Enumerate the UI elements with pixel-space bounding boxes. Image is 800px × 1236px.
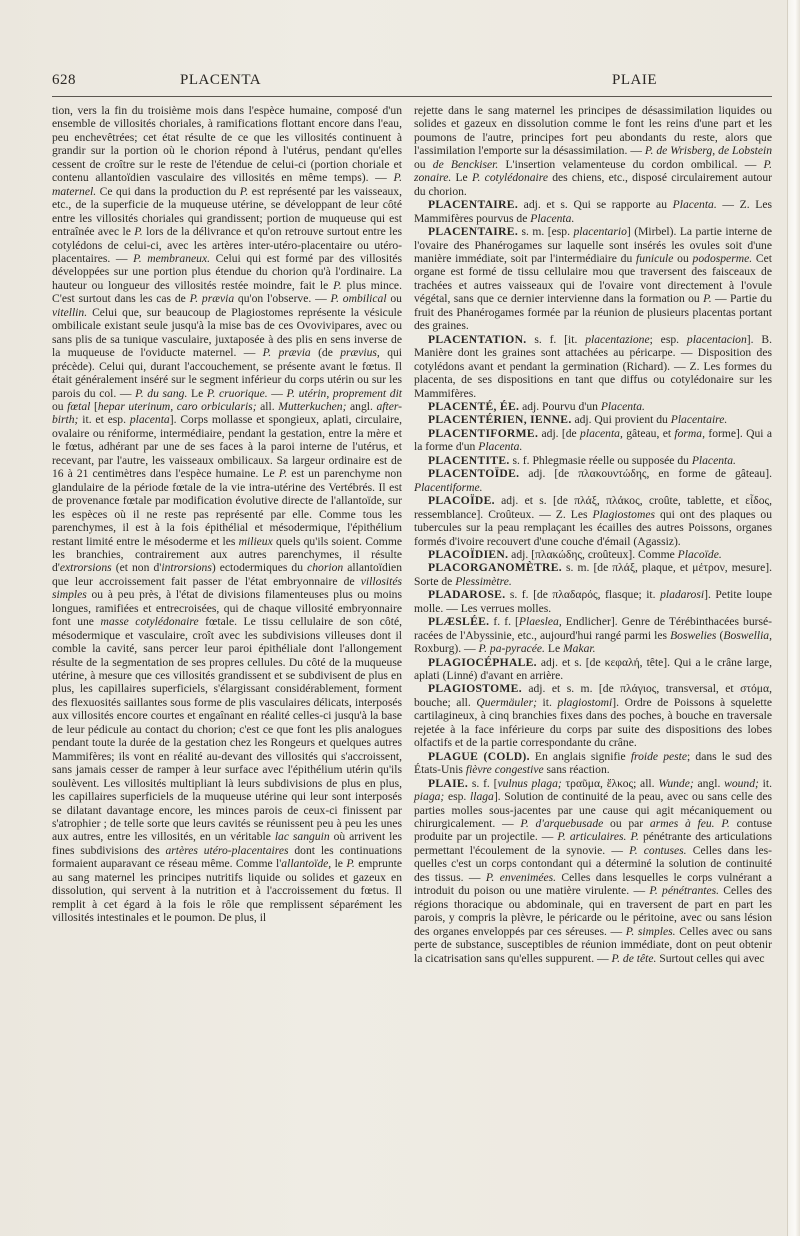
text-run: ) ectodermiques du: [211, 561, 308, 575]
text-run: f. f. [: [489, 615, 519, 629]
text-run: Celui qui est formé par des villosités développées sur une portion plus étendue du chorion qu'à l'ordinaire. La hauteur ou longueur des villosités restée moindre, fait le: [52, 251, 402, 292]
italic-term: pladarosi: [660, 588, 705, 602]
headword: PLACENTITE.: [428, 453, 510, 467]
text-run: emprunte au sang maternel les principes nutritifs liquide ou solides et gazeux en dissolution, qui servent à la nutrition et à l'accroissement du fœtus. Il remplit à cet égard à la fois le rôle que remplissent séparément les villosités intestinales et le poumon. De plus, il: [52, 857, 402, 925]
italic-term: Placenta.: [600, 399, 645, 413]
text-run: gâteau, et: [622, 426, 675, 440]
text-run: (et non d': [111, 561, 162, 575]
headword: PLACENTIFORME.: [428, 426, 539, 440]
text-run: Celui que, sur beaucoup de Plagiostomes représente la vésicule ombilicale existant seule jusqu'à la mise bas de ces Ovovivipares, avec ou sans plis de sa tunique vasculaire, juxtaposée à des plis en sens inverse de la muqueuse de l'oviducte maternel. —: [52, 305, 402, 360]
page-number: 628: [52, 72, 76, 88]
italic-term: chorion: [307, 561, 344, 575]
italic-term: P.: [333, 278, 342, 292]
text-run: pénétrante des articulations permettant l'écoulement de la synovie. —: [414, 830, 772, 857]
text-run: dont les continuations formaient auparavant ce réseau même. Comme l': [52, 843, 402, 871]
text-run: fœtale. Le tissu cellulaire de son côté, mésodermique et vasculaire, croît avec les subdivisions villeuses dont il comble la cavité, sans percer leur paroi épithéliale dont l'allongement résulte de la segmentation de ses propres cellules. Du côté de la muqueuse utérine, à mesure que ces villosités grandissent et se subdivisent de plus en plus, les capillaires superficiels, s'élargissant considérablement, forment des flexuosités saillantes sous forme de plis vasculaires délicats, interposés aux villosités encore courtes et engaînant en réalité celles-ci jusqu'à la base de leur pédicule au contact du chorion; c'est ce que font les plis analogues pendant toute la durée de la gestation chez les Rongeurs et quelques autres Mammifères; ils vont en réalité au-devant des villosités qui s'accroissent, sans jamais cesser de ramper à leur surface avec l'épithélium utérin qu'ils soulèvent. Les villosités multipliant là leurs subdivisions de plus en plus, les capillaires superficiels de la muqueuse utérine qui leur sont interposés se dilatant davantage encore, les minces parois de ceux-ci finissent par s'atrophier ; de telle sorte que leurs cavités se réunissent peu à peu les unes aux autres, entre les villosités, en un véritable: [52, 615, 402, 844]
text-run: (: [716, 628, 724, 642]
headword: PLACORGANOMÈTRE.: [428, 561, 562, 575]
text-run: rejette dans le sang maternel les principes de désassimilation liquides ou solides et gazeux en dissolution comme le font les reins d'une part et les poumons de l'autre, principes fort peu abondants du reste, alors que l'assimilation l'emporte sur la désassimilation. —: [414, 104, 772, 158]
italic-term: P. envenimées.: [485, 870, 557, 884]
text-run: ou: [414, 157, 433, 171]
text-run: adj. [de: [538, 426, 581, 440]
text-run: qu'on l'observe. —: [234, 292, 331, 306]
dictionary-entry: [414, 682, 772, 749]
headword: PLACENTAIRE.: [428, 198, 519, 212]
italic-term: P. de Wrisberg, de Lobstein: [644, 144, 773, 158]
dictionary-entry: [414, 494, 772, 548]
italic-term: P. de tête.: [611, 951, 657, 965]
italic-term: P. du sang.: [135, 386, 188, 400]
italic-term: P. prævia: [262, 346, 311, 360]
italic-term: P.: [630, 830, 639, 844]
text-run: Celles dans lesquelles le corps vulnérant a introduit du poison ou une matière virulente. —: [414, 870, 772, 898]
text-run: all.: [256, 399, 279, 413]
text-run: ]. Solution de continuité de la peau, avec ou sans celle des parties molles sous-jacentes par une cause qui agit mécaniquement ou chirurgicalement. —: [414, 790, 772, 831]
italic-term: P. pa-pyracée.: [478, 642, 545, 656]
text-run: — Z. Les Mammifères pourvus de: [414, 198, 772, 225]
italic-term: artères utéro-placentaires: [165, 843, 289, 857]
text-run: Celles des régions thoracique ou abdominale, qui en traversent de part en part les parois, y compris la plèvre, le péricarde ou le péritoine, avec ou sans lésion des organes enveloppés par ces séreuses. —: [414, 884, 772, 938]
italic-term: milieux: [238, 534, 273, 548]
italic-term: vulnus plaga;: [497, 776, 562, 790]
text-run: ]. B. Manière dont les graines sont attachées au péricarpe. — Disposition des cotylédons avant et pendant la germination (Richard). — Z. Les formes du placenta, de ses dispositions en tant que diffus ou cotylédonaire sur les Mammifères.: [414, 332, 773, 400]
text-run: des chiens, etc., disposé circulairement autour du chorion.: [414, 171, 772, 198]
headword: PLÆSLÉE.: [428, 615, 490, 629]
text-run: L'insertion velamenteuse du cordon ombilical. —: [498, 157, 764, 171]
italic-term: P.: [239, 184, 249, 198]
italic-term: villosités simples: [52, 574, 402, 602]
headword: PLADAROSE.: [428, 588, 506, 602]
dictionary-entry: [414, 467, 772, 494]
italic-term: Makar.: [563, 642, 596, 656]
italic-term: Wunde;: [658, 776, 694, 790]
text-run: τραῦμα, ἕλκος; all.: [561, 776, 659, 790]
dictionary-entry: [414, 548, 772, 561]
italic-term: funicule: [636, 251, 674, 265]
text-run: s. f. [de πλαδαρός, flasque; it.: [505, 588, 661, 602]
headword: PLAGIOSTOME.: [428, 682, 522, 696]
text-run: s. f. [: [468, 776, 498, 790]
italic-term: P. cotylédonaire: [471, 171, 548, 185]
headword: PLACENTOÏDE.: [428, 467, 520, 481]
italic-term: Plaeslea,: [518, 615, 562, 629]
text-run: Surtout celles qui avec: [656, 951, 765, 965]
headword: PLACENTÉ, ÉE.: [428, 399, 520, 413]
italic-term: vitellin.: [52, 305, 88, 319]
italic-term: placentario: [573, 225, 627, 239]
paragraph: [414, 104, 772, 198]
right-column: [414, 104, 772, 965]
text-run: est représenté par les vaisseaux, etc., de la superficie de la muqueuse utérine, se développant de leur côté entre les villosités choriales qui grandissent; portion de muqueuse qui est entraînée avec le: [52, 184, 402, 239]
headword: PLAGIOCÉPHALE.: [428, 655, 537, 669]
italic-term: Boswellia,: [723, 628, 772, 642]
header-rule: [52, 96, 772, 97]
italic-term: fœtal: [67, 399, 91, 413]
text-run: sans réaction.: [543, 763, 610, 777]
italic-term: Plagiostomes: [592, 507, 655, 521]
italic-term: P. membraneux.: [133, 251, 210, 265]
italic-term: P. articulaires.: [557, 830, 627, 844]
text-run: adj. et s. [de κεφαλή, tête]. Qui a le crâne large, aplati (Linné) d'avant en arrière.: [414, 655, 772, 683]
page-edge: [787, 0, 800, 1236]
text-run: ou: [386, 292, 402, 306]
italic-term: masse cotylédonaire: [100, 615, 199, 629]
italic-term: P.: [346, 857, 355, 871]
text-run: plus mince. C'est surtout dans les cas de: [52, 278, 402, 306]
text-run: forme]. Qui a la forme d'un: [414, 426, 772, 454]
text-run: allantoïdien que leur accroissement fait passer de l'état embryonnaire de: [52, 561, 402, 588]
text-run: adj. [πλακώδης, croûteux]. Comme: [508, 547, 678, 561]
text-run: it. et esp.: [78, 413, 130, 427]
dictionary-entry: [414, 413, 772, 426]
text-run: ; dans le sud des États-Unis: [414, 749, 772, 777]
italic-term: P. cruorique.: [206, 386, 268, 400]
text-run: [: [90, 399, 98, 413]
italic-term: fièvre congestive: [465, 763, 544, 777]
text-run: esp.: [444, 790, 471, 804]
italic-term: extrorsions: [59, 561, 112, 575]
text-run: quels qu'ils soient. Comme les branchies, contrairement aux autres parenchymes, il résulte d': [52, 534, 402, 575]
italic-term: plagiostomi: [557, 695, 613, 709]
italic-term: P. maternel.: [52, 171, 402, 198]
text-run: lors de la délivrance et qu'on retrouve surtout entre les cotylédons de celui-ci, avec les artères inter-utéro-placentaire ou utéro-placentaires. —: [52, 225, 402, 265]
text-run: ou par: [603, 817, 650, 831]
italic-term: prævius,: [340, 346, 380, 360]
paragraph: [52, 104, 402, 925]
text-run: s. f. [it.: [526, 332, 586, 346]
italic-term: P. ombilical: [330, 292, 387, 306]
text-run: adj. et s. [de πλάξ, πλάκος, croûte, tablette, et εἶδος, ressemblance]. Croûteux. — Z. Les: [414, 494, 772, 521]
italic-term: after-birth;: [52, 399, 402, 427]
text-run: adj. Pourvu d'un: [519, 399, 601, 413]
dictionary-entry: [414, 656, 772, 683]
italic-term: lac sanguin: [274, 830, 330, 844]
headword: PLACOÏDE.: [428, 494, 495, 508]
italic-term: Placentaire.: [670, 413, 728, 427]
dictionary-entry: [414, 588, 772, 615]
left-running-title: PLACENTA: [180, 72, 262, 88]
text-run: ]. Ordre de Poissons à squelette cartilagineux, à cinq branchies fixes dans des poches, à bouche en traversale rejetée à la face inférieure du corps par suite des dispositions des lobes olfactifs et de la partie correspondante du crâne.: [414, 695, 773, 750]
text-run: ou: [673, 251, 693, 265]
text-run: angl.: [346, 399, 377, 413]
italic-term: Placenta.: [691, 453, 736, 467]
text-run: En anglais signifie: [529, 749, 631, 763]
headword: PLACENTAIRE.: [428, 225, 519, 239]
text-run: Endlicher]. Genre de Térébinthacées bursé-racées de l'Abyssinie, etc., aujourd'hui rangé parmi les: [414, 615, 773, 642]
italic-term: P. zonaire.: [414, 157, 772, 185]
italic-term: hepar uterinum, caro orbicularis;: [97, 399, 257, 413]
italic-term: P. contuses.: [629, 843, 687, 857]
italic-term: Placenta.: [672, 198, 717, 212]
italic-term: P. pénétrantes.: [649, 884, 720, 898]
italic-term: P.: [134, 225, 143, 239]
text-run: tion, vers la fin du troisième mois dans l'espèce humaine, composé d'un ensemble de villosités choriales, à ramifications flottant encore dans l'eau, peu enchevêtrées; cet état résulte de ce que les villosités continuent à grandir sur la portion où le chorion répond à l'utérus, pendant qu'elles cessent de croître sur le reste de l'étendue de celui-ci (portion choriale et contenu allantoïdien vasculaire des villosités en même temps). —: [52, 104, 402, 185]
text-run: s. f. Phlegmasie réelle ou supposée du: [509, 453, 692, 467]
headword: PLAGUE (COLD).: [428, 749, 530, 763]
dictionary-entry: [414, 333, 772, 400]
italic-term: Plessimètre.: [455, 574, 512, 588]
dictionary-entry: [414, 561, 772, 588]
italic-term: P. simples.: [625, 924, 676, 938]
italic-term: froide peste: [630, 749, 688, 763]
right-running-title: PLAIE: [612, 72, 657, 88]
headword: PLAIE.: [428, 776, 469, 790]
italic-term: placentazione: [585, 332, 650, 346]
text-run: Celles dans les-quelles c'est un corps contondant qui a déterminé la solution de continuité des tissus. —: [414, 843, 773, 884]
dictionary-entry: [414, 427, 772, 454]
text-run: it.: [758, 776, 772, 790]
dictionary-entry: [414, 198, 772, 225]
italic-term: Placenta.: [478, 440, 523, 454]
dictionary-entry: [414, 454, 772, 467]
text-run: ou: [52, 399, 68, 413]
italic-term: Quermäuler;: [476, 695, 537, 709]
text-run: s. m. [de πλάξ, plaque, et μέτρον, mesure]. Sorte de: [414, 561, 772, 588]
dictionary-entry: [414, 615, 772, 655]
text-run: it.: [536, 695, 558, 709]
text-run: s. m. [esp.: [518, 225, 574, 239]
text-run: Le: [187, 386, 207, 400]
italic-term: P. utérin, proprement dit: [286, 386, 403, 400]
text-run: qui précède). Celui qui, durant l'accouchement, se présente avant le fœtus. Il était généralement inséré sur le segment inférieur du corps utérin ou sur les parois du col. —: [52, 346, 403, 400]
headword: PLACENTÉRIEN, IENNE.: [428, 413, 572, 427]
dictionary-entry: [414, 750, 772, 777]
text-run: Cet organe est formé de tissu cellulaire mou que traversent des faisceaux de trachées et autres vaisseaux qui de l'ovaire vont directement à l'ovule végétal, sans que ce dernier intervienne dans la formation ou: [414, 251, 772, 306]
text-run: adj. Qui provient du: [571, 413, 671, 427]
text-run: le: [331, 857, 347, 871]
text-run: Ce qui dans la production du: [96, 184, 240, 198]
italic-term: de Benckiser.: [432, 157, 499, 171]
text-run: adj. et s. m. [de πλάγιος, transversal, et στόμα, bouche; all.: [414, 682, 772, 709]
text-run: ]. Corps mollasse et spongieux, aplati, circulaire, ovalaire ou réniforme, intermédiaire, pendant la gestation, entre la mère et le fœtus, adhérant par une de ses faces à la paroi interne de l'utérus, et recevant, par l'autre, les vaisseaux ombilicaux. Sa largeur ordinaire est de 16 à 21 centimètres dans l'espèce humaine. Le: [52, 413, 402, 481]
italic-term: P.: [278, 467, 288, 481]
headword: PLACENTATION.: [428, 332, 527, 346]
text-run: ; esp.: [649, 332, 687, 346]
text-run: est un parenchyme non glandulaire de la période fœtale de la vie intra-utérine des Vertébrés. Il est de provenance fœtale par modification évolutive directe de l'allantoïde, sur les espèces où il ne reste pas représenté par elle. Comme tous les parenchymes, il est à la fois épithélial et mésodermique, l'épithélium restant limité entre le mésoderme et les: [52, 467, 402, 548]
italic-term: Placentiforme.: [414, 480, 483, 494]
text-run: ou à peu près, à l'état de divisions filamenteuses plus ou moins longues, ramifiées et entrecroisées, qui de chaque villosité embryonnaire font une: [52, 588, 402, 629]
text-run: adj. et s. Qui se rapporte au: [518, 198, 673, 212]
italic-term: Placoïde.: [677, 547, 722, 561]
italic-term: P. prævia: [189, 292, 235, 306]
italic-term: P.: [703, 292, 712, 306]
text-run: (de: [310, 346, 341, 360]
italic-term: podosperme.: [692, 251, 753, 265]
italic-term: armes à feu.: [649, 817, 715, 831]
text-run: Le: [544, 642, 563, 656]
italic-term: introrsions: [161, 561, 212, 575]
italic-term: placentacion: [686, 332, 747, 346]
italic-term: placenta: [129, 413, 170, 427]
left-column: [52, 104, 402, 925]
italic-term: allantoïde,: [281, 857, 332, 871]
dictionary-entry: [414, 777, 772, 965]
italic-term: Placenta.: [530, 211, 575, 225]
text-run: ]. Petite loupe molle. — Les verrues molles.: [414, 588, 773, 615]
text-run: Celles avec ou sans perte de substance, susceptibles de réunion immédiate, dont on peut obtenir la cicatrisation sans qu'elles suppurent. —: [414, 924, 772, 965]
text-run: contuse produite par un projectile. —: [414, 817, 772, 844]
italic-term: piaga;: [414, 790, 445, 804]
text-run: angl.: [693, 776, 725, 790]
text-run: adj. [de πλακουντώδης, en forme de gâteau].: [519, 467, 772, 481]
italic-term: P.: [721, 817, 730, 831]
text-run: Le: [451, 171, 472, 185]
dictionary-entry: [414, 225, 772, 333]
dictionary-entry: [414, 400, 772, 413]
text-run: ] (Mirbel). La partie interne de l'ovaire des Phanérogames sur laquelle sont insérés les ovules soit d'une manière immédiate, soit par l'intermédiaire du: [414, 225, 772, 265]
text-run: —: [267, 386, 287, 400]
italic-term: placenta,: [580, 426, 623, 440]
italic-term: forma,: [674, 426, 706, 440]
italic-term: P. d'arquebusade: [520, 817, 604, 831]
text-run: qui ont des plaques ou tubercules sur la peau remplaçant les écailles des autres Poissons, organes formés d'ivoire recouvert d'une couche d'émail (Agassiz).: [414, 507, 772, 548]
italic-term: Boswelies: [670, 628, 717, 642]
text-run: Roxburg). —: [414, 642, 479, 656]
italic-term: Mutterkuchen;: [278, 399, 347, 413]
text-run: où arrivent les fines subdivisions des: [52, 830, 403, 857]
italic-term: llaga: [470, 790, 494, 804]
running-header: [52, 72, 772, 94]
text-run: — Partie du fruit des Phanérogames formée par la réunion de plusieurs placentas portant des graines.: [414, 292, 772, 333]
italic-term: wound;: [724, 776, 759, 790]
headword: PLACOÏDIEN.: [428, 547, 509, 561]
